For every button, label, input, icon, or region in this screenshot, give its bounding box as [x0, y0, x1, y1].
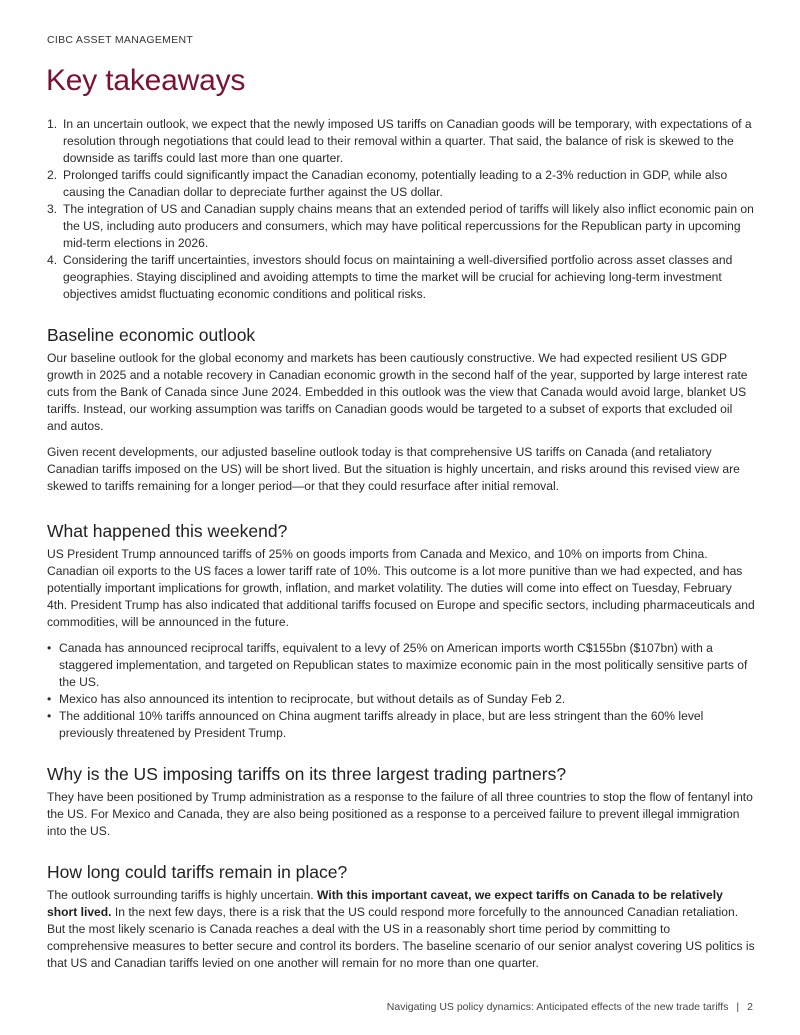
- section-heading: How long could tariffs remain in place?: [47, 862, 348, 882]
- bullet-icon: •: [47, 709, 52, 723]
- bullet-icon: •: [47, 692, 52, 706]
- page-title: Key takeaways: [46, 64, 246, 97]
- page-number: 2: [747, 1001, 753, 1013]
- bold-caveat: With this important caveat, we expect tariffs on Canada to be relatively short lived.: [47, 888, 723, 919]
- baseline-section: [47, 324, 755, 495]
- list-item-text: The integration of US and Canadian supply chains means that an extended period of tariffs will likely also inflict economic pain on the US, including auto producers and consumers, which may have political repercussions for the Republican party in upcoming mid-term elections in 2026.: [63, 202, 754, 250]
- list-item: [47, 252, 755, 303]
- list-number: 2.: [47, 168, 58, 182]
- list-item: [47, 201, 755, 252]
- bullet-list: [47, 640, 755, 742]
- list-item-text: In an uncertain outlook, we expect that the newly imposed US tariffs on Canadian goods will be temporary, with expectations of a resolution through negotiations that could lead to their removal within a quarter. That said, the balance of risk is skewed to the downside as tariffs could last more than one quarter.: [63, 117, 752, 165]
- list-item: [47, 708, 755, 742]
- list-item-text: Mexico has also announced its intention to reciprocate, but without details as of Sunday Feb 2.: [59, 692, 566, 706]
- paragraph: US President Trump announced tariffs of 25% on goods imports from Canada and Mexico, and 10% on imports from China. Canadian oil exports to the US faces a lower tariff rate of 10%. This outcome is a lot more punitive than we had expected, and has potentially important implications for growth, inflation, and market volatility. The duties will come into effect on Tuesday, February 4th. President Trump has also indicated that additional tariffs focused on Europe and specific sectors, including pharmaceuticals and commodities, will be announced in the future.: [47, 547, 755, 629]
- list-item-text: Canada has announced reciprocal tariffs, equivalent to a levy of 25% on American imports worth C$155bn ($107bn) with a staggered implementation, and targeted on Republican states to maximize economic pain in the most politically sensitive parts of the US.: [59, 641, 748, 689]
- paragraph: [47, 887, 755, 972]
- paragraph-text: In the next few days, there is a risk that the US could respond more forcefully to the announced Canadian retaliation. But the most likely scenario is Canada reaches a deal with the US in a reasonably short time period by committing to comprehensive measures to better secure and control its borders. The baseline scenario of our senior analyst covering US politics is that US and Canadian tariffs levied on one another will remain for no more than one quarter.: [47, 905, 755, 970]
- list-number: 4.: [47, 253, 58, 267]
- list-number: 1.: [47, 117, 58, 131]
- why-section: [47, 763, 755, 840]
- paragraph: They have been positioned by Trump administration as a response to the failure of all three countries to stop the flow of fentanyl into the US. For Mexico and Canada, they are also being positioned as a response to a perceived failure to prevent illegal immigration into the US.: [47, 790, 753, 838]
- list-item: [47, 116, 755, 167]
- list-item-text: Prolonged tariffs could significantly impact the Canadian economy, potentially leading to a 2-3% reduction in GDP, while also causing the Canadian dollar to depreciate further against the US dollar.: [63, 168, 728, 199]
- list-item: [47, 691, 755, 708]
- how-long-section: [47, 861, 755, 972]
- paragraph: Our baseline outlook for the global economy and markets has been cautiously constructive. We had expected resilient US GDP growth in 2025 and a notable recovery in Canadian economic growth in the second half of the year, supported by large interest rate cuts from the Bank of Canada since June 2024. Embedded in this outlook was the view that Canada would avoid large, blanket US tariffs. Instead, our working assumption was tariffs on Canadian goods would be targeted to a subset of exports that excluded oil and autos.: [47, 351, 748, 433]
- list-item: [47, 167, 755, 201]
- takeaways-list: [47, 116, 755, 303]
- list-item-text: The additional 10% tariffs announced on China augment tariffs already in place, but are less stringent than the 60% level previously threatened by President Trump.: [59, 709, 704, 740]
- footer-document-title: Navigating US policy dynamics: Anticipated effects of the new trade tariffs: [386, 1001, 729, 1013]
- list-item: [47, 640, 755, 691]
- weekend-section: [47, 520, 755, 742]
- bullet-icon: •: [47, 641, 52, 655]
- brand-header: CIBC ASSET MANAGEMENT: [47, 34, 194, 46]
- footer-separator: |: [736, 1001, 740, 1013]
- section-heading: Baseline economic outlook: [47, 325, 256, 345]
- paragraph: Given recent developments, our adjusted baseline outlook today is that comprehensive US tariffs on Canada (and retaliatory Canadian tariffs imposed on the US) will be short lived. But the situation is highly uncertain, and risks around this revised view are skewed to tariffs remaining for a longer period—or that they could resurface after initial removal.: [47, 445, 740, 493]
- section-heading: What happened this weekend?: [47, 521, 288, 541]
- list-number: 3.: [47, 202, 58, 216]
- paragraph-text: The outlook surrounding tariffs is highly uncertain.: [47, 888, 318, 902]
- list-item-text: Considering the tariff uncertainties, investors should focus on maintaining a well-diversified portfolio across asset classes and geographies. Staying disciplined and avoiding attempts to time the market will be crucial for achieving long-term investment objectives amidst fluctuating economic conditions and political risks.: [63, 253, 733, 301]
- section-heading: Why is the US imposing tariffs on its three largest trading partners?: [47, 764, 567, 784]
- main-content: [47, 116, 755, 972]
- page-footer: [387, 1001, 753, 1013]
